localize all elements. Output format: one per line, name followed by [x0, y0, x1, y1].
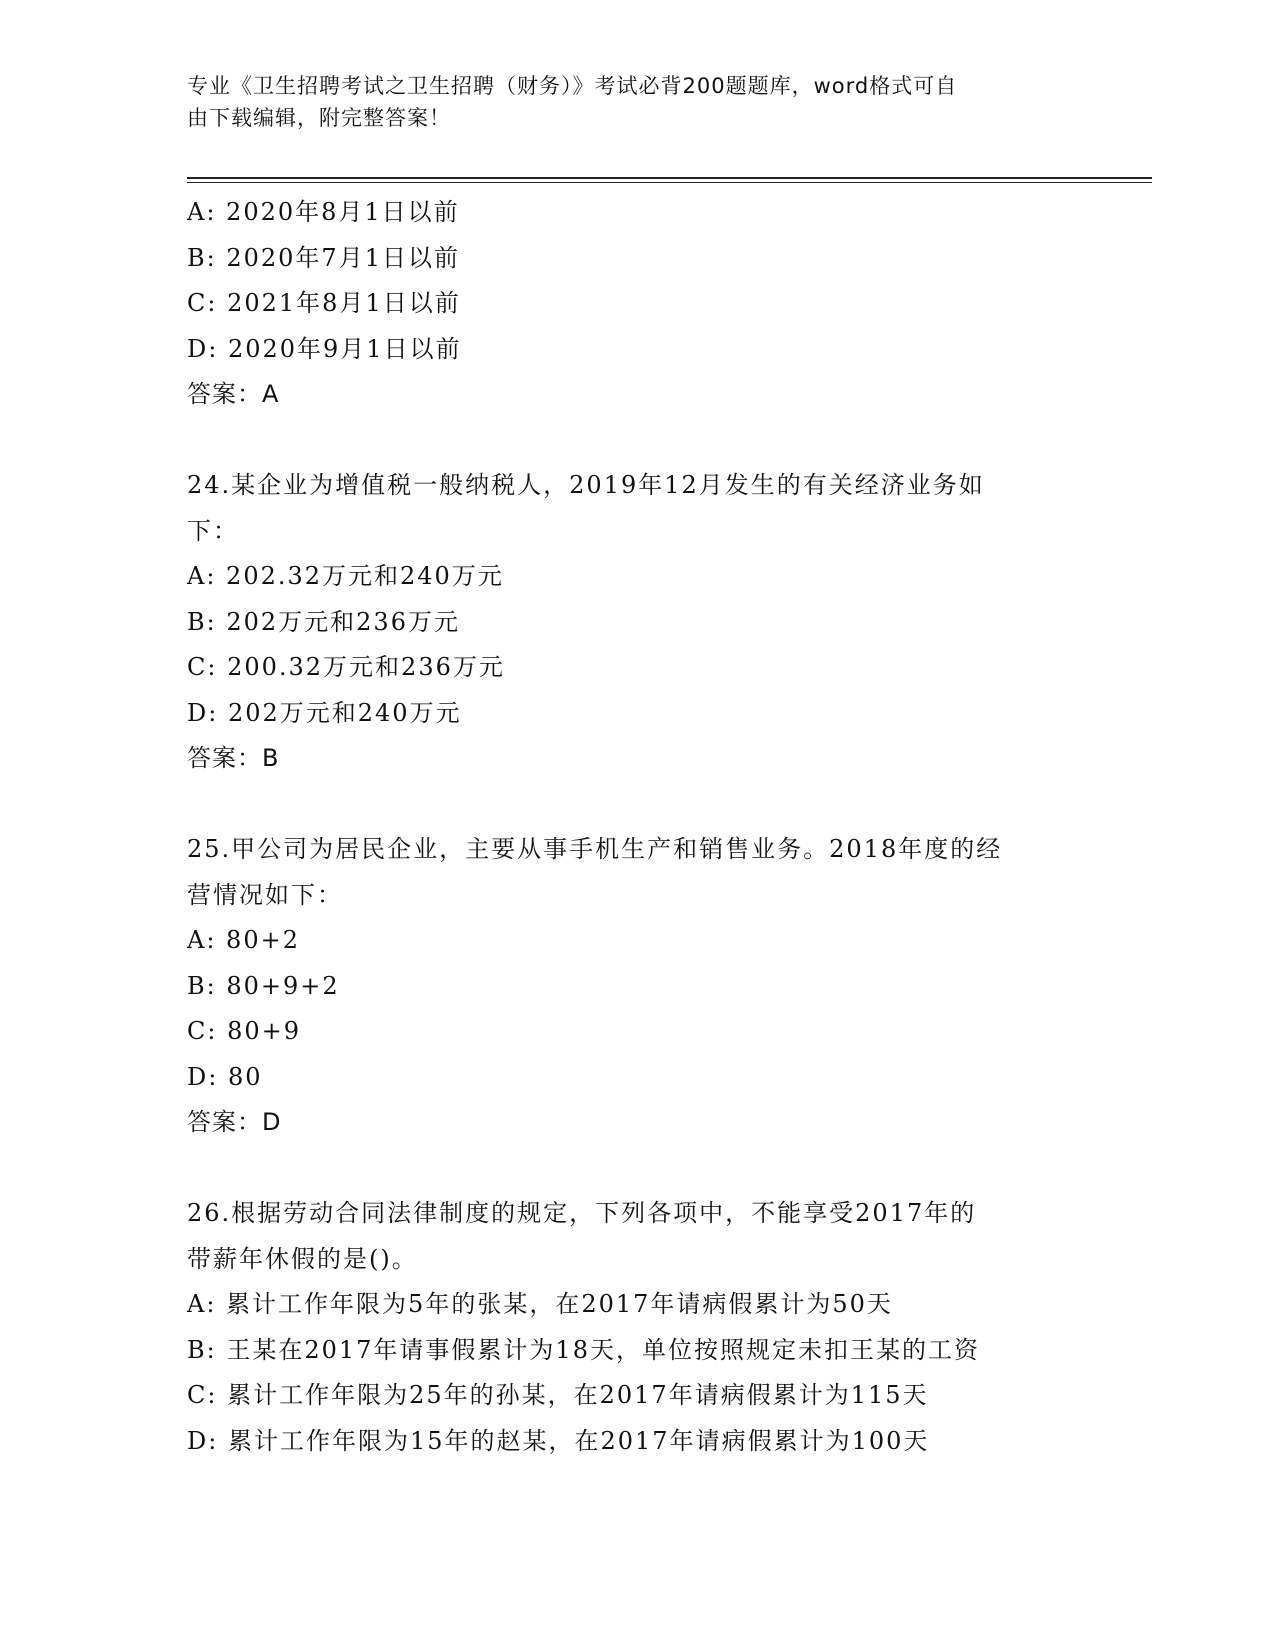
header-line-2: 由下载编辑，附完整答案！ [187, 106, 451, 130]
question-stem-line-1: 26.根据劳动合同法律制度的规定，下列各项中，不能享受2017年的 [187, 1199, 977, 1227]
option-c: C: 2021年8月1日以前 [187, 289, 461, 317]
option-b: B: 2020年7月1日以前 [187, 243, 460, 272]
question-25 [187, 827, 1137, 1146]
option-d: D: 累计工作年限为15年的赵某，在2017年请病假累计为100天 [187, 1426, 930, 1455]
spacer [187, 418, 1137, 464]
option-a: A: 2020年8月1日以前 [187, 198, 460, 226]
document-header [187, 70, 1067, 134]
option-a: A: 80+2 [187, 926, 300, 954]
question-stem-line-1: 25.甲公司为居民企业，主要从事手机生产和销售业务。2018年度的经 [187, 835, 1003, 863]
option-b: B: 80+9+2 [187, 971, 340, 1000]
answer: 答案：D [187, 1108, 282, 1136]
question-23-options [187, 190, 1137, 418]
spacer [187, 782, 1137, 828]
header-divider [187, 177, 1152, 183]
answer: 答案：B [187, 744, 280, 772]
option-b: B: 王某在2017年请事假累计为18天，单位按照规定未扣王某的工资 [187, 1335, 980, 1364]
option-d: D: 202万元和240万元 [187, 698, 462, 727]
question-stem-line-2: 带薪年休假的是()。 [187, 1244, 418, 1273]
question-stem-line-2: 营情况如下： [187, 880, 343, 909]
spacer [187, 1146, 1137, 1192]
answer: 答案：A [187, 380, 280, 408]
question-24 [187, 463, 1137, 782]
header-line-1: 专业《卫生招聘考试之卫生招聘（财务）》考试必背200题题库，word格式可自 [187, 74, 958, 98]
question-26 [187, 1191, 1137, 1464]
option-c: C: 80+9 [187, 1017, 301, 1045]
option-d: D: 80 [187, 1062, 263, 1091]
option-c: C: 200.32万元和236万元 [187, 653, 505, 681]
option-a: A: 202.32万元和240万元 [187, 562, 504, 590]
option-b: B: 202万元和236万元 [187, 607, 460, 636]
option-d: D: 2020年9月1日以前 [187, 334, 462, 363]
question-list [187, 190, 1137, 1464]
option-a: A: 累计工作年限为5年的张某，在2017年请病假累计为50天 [187, 1290, 893, 1318]
question-stem-line-1: 24.某企业为增值税一般纳税人，2019年12月发生的有关经济业务如 [187, 471, 985, 499]
option-c: C: 累计工作年限为25年的孙某，在2017年请病假累计为115天 [187, 1381, 929, 1409]
question-stem-line-2: 下： [187, 516, 239, 545]
